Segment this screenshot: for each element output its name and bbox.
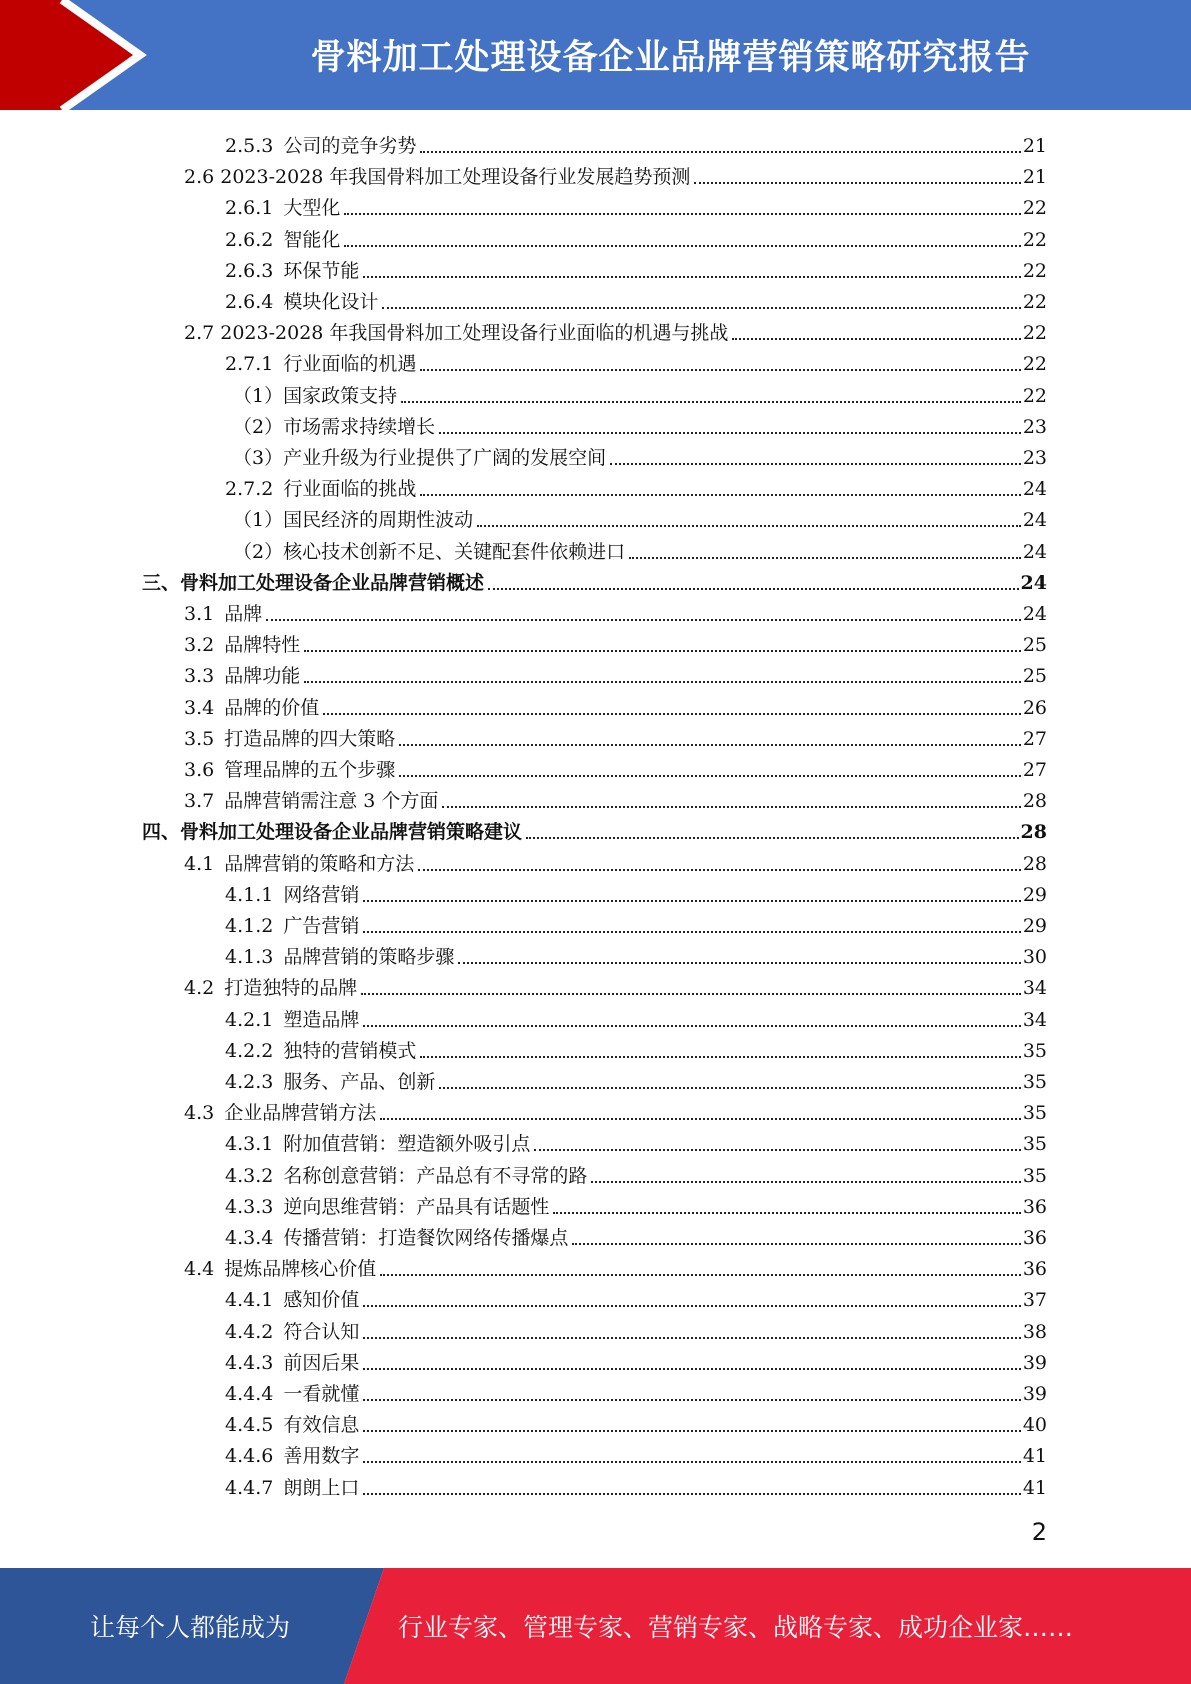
toc-entry-number: 4.1 bbox=[184, 852, 215, 875]
toc-entry-page: 37 bbox=[1022, 1289, 1047, 1312]
toc-entry[interactable] bbox=[225, 252, 1047, 283]
toc-entry-number: 4.2.3 bbox=[225, 1071, 274, 1093]
toc-entry-page: 35 bbox=[1022, 1071, 1047, 1093]
toc-entry[interactable] bbox=[184, 314, 1047, 345]
toc-entry-title: 品牌 bbox=[224, 603, 263, 625]
toc-dot-leader bbox=[420, 494, 1020, 496]
toc-entry[interactable] bbox=[184, 845, 1047, 876]
toc-dot-leader bbox=[420, 369, 1020, 371]
toc-dot-leader bbox=[610, 463, 1021, 465]
toc-entry-number: 4.4.7 bbox=[225, 1476, 274, 1499]
toc-entry-page: 26 bbox=[1022, 696, 1047, 719]
toc-entry-number: 4.3.1 bbox=[225, 1133, 274, 1156]
toc-entry-page: 22 bbox=[1022, 322, 1047, 345]
toc-entry-number: 2.7.1 bbox=[225, 353, 274, 376]
toc-entry-number: 4.3.3 bbox=[225, 1195, 274, 1218]
toc-entry[interactable] bbox=[184, 720, 1047, 751]
toc-entry[interactable] bbox=[233, 533, 1047, 564]
toc-entry-title: 朗朗上口 bbox=[283, 1476, 360, 1499]
toc-entry[interactable] bbox=[184, 751, 1047, 782]
toc-dot-leader bbox=[439, 1087, 1020, 1089]
toc-entry-title: 一看就懂 bbox=[283, 1383, 360, 1405]
toc-dot-leader bbox=[477, 525, 1021, 527]
toc-entry-page: 28 bbox=[1022, 852, 1047, 875]
toc-entry-title: （3）产业升级为行业提供了广阔的发展空间 bbox=[233, 447, 607, 469]
toc-entry[interactable] bbox=[225, 938, 1047, 969]
toc-dot-leader bbox=[323, 713, 1021, 715]
toc-dot-leader bbox=[420, 1056, 1020, 1058]
toc-entry-number: 3.6 bbox=[184, 759, 215, 781]
toc-entry-title: 逆向思维营销：产品具有话题性 bbox=[283, 1195, 550, 1218]
toc-entry-number: 2.6.3 bbox=[225, 259, 274, 282]
toc-entry[interactable] bbox=[225, 1437, 1047, 1468]
toc-entry[interactable] bbox=[225, 1375, 1047, 1406]
toc-entry[interactable] bbox=[225, 876, 1047, 907]
toc-entry[interactable] bbox=[142, 813, 1047, 844]
toc-entry-title: 管理品牌的五个步骤 bbox=[224, 759, 396, 781]
toc-entry[interactable] bbox=[184, 626, 1047, 657]
toc-entry-number: 2.7.2 bbox=[225, 478, 274, 501]
toc-entry-page: 36 bbox=[1022, 1258, 1047, 1281]
toc-entry-title: 打造品牌的四大策略 bbox=[224, 727, 396, 750]
toc-entry-title: 品牌功能 bbox=[224, 665, 301, 688]
toc-entry-page: 25 bbox=[1022, 634, 1047, 657]
toc-entry[interactable] bbox=[225, 907, 1047, 938]
toc-entry-page: 22 bbox=[1022, 197, 1047, 220]
toc-entry-page: 23 bbox=[1022, 415, 1047, 438]
toc-entry[interactable] bbox=[184, 689, 1047, 720]
footer-slogan-right: 行业专家、管理专家、营销专家、战略专家、成功企业家…… bbox=[398, 1613, 1074, 1642]
toc-entry-number: 4.4.2 bbox=[225, 1320, 274, 1343]
toc-dot-leader bbox=[344, 245, 1020, 247]
toc-entry-title: 提炼品牌核心价值 bbox=[224, 1258, 377, 1281]
toc-entry-title: 模块化设计 bbox=[283, 291, 379, 313]
toc-entry-number: 4.1.2 bbox=[225, 915, 274, 937]
toc-entry-title: 品牌营销的策略和方法 bbox=[224, 852, 415, 875]
toc-entry-title: 品牌的价值 bbox=[224, 696, 320, 719]
toc-entry-page: 22 bbox=[1022, 259, 1047, 282]
toc-entry-title: （2）市场需求持续增长 bbox=[233, 415, 436, 438]
toc-dot-leader bbox=[553, 1212, 1020, 1214]
toc-entry-page: 21 bbox=[1022, 135, 1047, 157]
toc-entry-title: 三、骨料加工处理设备企业品牌营销概述 bbox=[142, 571, 485, 594]
toc-entry-page: 22 bbox=[1022, 384, 1047, 407]
toc-entry-title: 智能化 bbox=[283, 228, 341, 251]
toc-entry[interactable] bbox=[233, 501, 1047, 532]
toc-entry[interactable] bbox=[225, 1157, 1047, 1188]
toc-entry[interactable] bbox=[225, 1281, 1047, 1312]
toc-entry-title: 善用数字 bbox=[283, 1445, 360, 1468]
toc-entry-title: 服务、产品、创新 bbox=[283, 1071, 436, 1093]
toc-entry-number: 3.1 bbox=[184, 603, 215, 625]
toc-entry-page: 35 bbox=[1022, 1102, 1047, 1125]
toc-dot-leader bbox=[363, 1025, 1020, 1027]
toc-entry-page: 24 bbox=[1022, 478, 1047, 501]
toc-entry-page: 41 bbox=[1022, 1445, 1047, 1468]
toc-dot-leader bbox=[442, 806, 1020, 808]
page-number: 2 bbox=[1031, 1518, 1047, 1546]
toc-entry-page: 27 bbox=[1022, 759, 1047, 781]
toc-entry-number: 2.5.3 bbox=[225, 135, 274, 157]
toc-entry-page: 35 bbox=[1022, 1164, 1047, 1187]
toc-entry[interactable] bbox=[225, 283, 1047, 314]
footer-slogan-left: 让每个人都能成为 bbox=[89, 1613, 290, 1642]
toc-entry-number: 4.4.6 bbox=[225, 1445, 274, 1468]
toc-entry[interactable] bbox=[225, 221, 1047, 252]
toc-entry-title: 行业面临的机遇 bbox=[283, 353, 417, 376]
toc-dot-leader bbox=[363, 1368, 1020, 1370]
toc-dot-leader bbox=[382, 307, 1020, 309]
toc-dot-leader bbox=[732, 338, 1020, 340]
toc-entry-title: 公司的竞争劣势 bbox=[283, 135, 417, 157]
toc-entry-page: 34 bbox=[1022, 1008, 1047, 1031]
toc-entry-page: 35 bbox=[1022, 1133, 1047, 1156]
toc-entry-number: 2.6.1 bbox=[225, 197, 274, 220]
toc-entry-page: 24 bbox=[1020, 571, 1047, 594]
toc-entry-title: 行业面临的挑战 bbox=[283, 478, 417, 501]
toc-dot-leader bbox=[266, 619, 1021, 621]
toc-entry-number: 4.3.2 bbox=[225, 1164, 274, 1187]
toc-dot-leader bbox=[526, 837, 1019, 839]
toc-dot-leader bbox=[401, 401, 1021, 403]
toc-entry-title: 2.6 2023-2028 年我国骨料加工处理设备行业发展趋势预测 bbox=[184, 166, 691, 189]
toc-entry[interactable] bbox=[225, 189, 1047, 220]
toc-entry-number: 4.4.1 bbox=[225, 1289, 274, 1312]
toc-entry-page: 38 bbox=[1022, 1320, 1047, 1343]
toc-entry-number: 4.4.4 bbox=[225, 1383, 274, 1405]
page-footer bbox=[0, 1568, 1191, 1684]
toc-entry-page: 24 bbox=[1022, 509, 1047, 532]
toc-entry[interactable] bbox=[225, 1406, 1047, 1437]
toc-entry[interactable] bbox=[233, 439, 1047, 470]
toc-dot-leader bbox=[399, 775, 1021, 777]
toc-entry-page: 34 bbox=[1022, 977, 1047, 1000]
toc-entry-number: 3.7 bbox=[184, 790, 215, 813]
toc-entry-number: 3.5 bbox=[184, 727, 215, 750]
toc-entry-page: 41 bbox=[1022, 1476, 1047, 1499]
toc-entry-page: 39 bbox=[1022, 1383, 1047, 1405]
toc-entry[interactable] bbox=[225, 1032, 1047, 1063]
toc-entry[interactable] bbox=[225, 1125, 1047, 1156]
toc-entry-number: 4.4 bbox=[184, 1258, 215, 1281]
toc-entry-page: 28 bbox=[1020, 821, 1047, 844]
toc-dot-leader bbox=[629, 557, 1021, 559]
toc-entry-page: 25 bbox=[1022, 665, 1047, 688]
toc-dot-leader bbox=[488, 588, 1019, 590]
toc-entry-title: （2）核心技术创新不足、关键配套件依赖进口 bbox=[233, 540, 626, 563]
toc-dot-leader bbox=[363, 1305, 1020, 1307]
toc-entry-title: 四、骨料加工处理设备企业品牌营销策略建议 bbox=[142, 821, 523, 844]
toc-entry-title: 企业品牌营销方法 bbox=[224, 1102, 377, 1125]
toc-entry-number: 4.3.4 bbox=[225, 1227, 274, 1249]
toc-dot-leader bbox=[380, 1274, 1021, 1276]
toc-entry[interactable] bbox=[225, 1188, 1047, 1219]
toc-dot-leader bbox=[399, 744, 1021, 746]
toc-entry-page: 39 bbox=[1022, 1351, 1047, 1374]
toc-entry[interactable] bbox=[225, 1313, 1047, 1344]
toc-entry-number: 3.3 bbox=[184, 665, 215, 688]
toc-entry-title: 品牌营销的策略步骤 bbox=[283, 946, 455, 969]
toc-entry-page: 40 bbox=[1022, 1414, 1047, 1437]
toc-entry[interactable] bbox=[225, 127, 1047, 158]
header-arrow-decoration bbox=[0, 0, 160, 110]
toc-entry-title: 前因后果 bbox=[283, 1351, 360, 1374]
toc-entry-title: 附加值营销：塑造额外吸引点 bbox=[283, 1133, 531, 1156]
toc-dot-leader bbox=[363, 1430, 1020, 1432]
toc-entry-title: 感知价值 bbox=[283, 1289, 360, 1312]
toc-dot-leader bbox=[363, 276, 1020, 278]
toc-entry-title: 符合认知 bbox=[283, 1320, 360, 1343]
toc-entry-title: 大型化 bbox=[283, 197, 341, 220]
toc-entry[interactable] bbox=[225, 1344, 1047, 1375]
toc-entry-page: 22 bbox=[1022, 353, 1047, 376]
toc-entry-title: 品牌营销需注意 3 个方面 bbox=[224, 790, 439, 813]
toc-dot-leader bbox=[439, 432, 1021, 434]
toc-entry-title: （1）国民经济的周期性波动 bbox=[233, 509, 474, 532]
toc-entry-number: 3.4 bbox=[184, 696, 215, 719]
toc-entry-title: 环保节能 bbox=[283, 259, 360, 282]
toc-entry[interactable] bbox=[225, 1063, 1047, 1094]
toc-dot-leader bbox=[344, 213, 1020, 215]
toc-entry-title: 打造独特的品牌 bbox=[224, 977, 358, 1000]
toc-entry[interactable] bbox=[225, 1469, 1047, 1500]
toc-entry[interactable] bbox=[233, 408, 1047, 439]
toc-dot-leader bbox=[420, 151, 1020, 153]
toc-entry[interactable] bbox=[184, 969, 1047, 1000]
toc-dot-leader bbox=[591, 1181, 1020, 1183]
toc-entry-title: 塑造品牌 bbox=[283, 1008, 360, 1031]
toc-entry[interactable] bbox=[225, 1219, 1047, 1250]
report-title: 骨料加工处理设备企业品牌营销策略研究报告 bbox=[310, 38, 1031, 78]
toc-entry[interactable] bbox=[225, 470, 1047, 501]
toc-entry-title: 网络营销 bbox=[283, 883, 360, 906]
toc-entry-page: 21 bbox=[1022, 166, 1047, 189]
toc-entry-number: 4.2.1 bbox=[225, 1008, 274, 1031]
toc-entry-number: 4.3 bbox=[184, 1102, 215, 1125]
toc-dot-leader bbox=[363, 1399, 1020, 1401]
toc-entry[interactable] bbox=[225, 345, 1047, 376]
toc-dot-leader bbox=[363, 931, 1020, 933]
toc-entry-number: 4.4.5 bbox=[225, 1414, 274, 1437]
toc-entry-page: 22 bbox=[1022, 228, 1047, 251]
toc-dot-leader bbox=[572, 1243, 1020, 1245]
toc-entry-page: 29 bbox=[1022, 915, 1047, 937]
toc-entry-number: 4.4.3 bbox=[225, 1351, 274, 1374]
toc-entry-number: 3.2 bbox=[184, 634, 215, 657]
toc-entry[interactable] bbox=[184, 782, 1047, 813]
toc-entry-page: 24 bbox=[1022, 603, 1047, 625]
toc-entry-number: 4.1.1 bbox=[225, 883, 274, 906]
toc-entry-title: 名称创意营销：产品总有不寻常的路 bbox=[283, 1164, 588, 1187]
toc-entry[interactable] bbox=[184, 657, 1047, 688]
toc-entry[interactable] bbox=[142, 564, 1047, 595]
toc-entry-page: 22 bbox=[1022, 291, 1047, 313]
toc-entry[interactable] bbox=[184, 595, 1047, 626]
toc-entry[interactable] bbox=[225, 1001, 1047, 1032]
toc-dot-leader bbox=[363, 900, 1020, 902]
toc-dot-leader bbox=[363, 1493, 1020, 1495]
toc-entry-title: 独特的营销模式 bbox=[283, 1039, 417, 1062]
toc-dot-leader bbox=[380, 1118, 1021, 1120]
toc-dot-leader bbox=[304, 650, 1021, 652]
toc-entry-title: 有效信息 bbox=[283, 1414, 360, 1437]
toc-dot-leader bbox=[361, 993, 1021, 995]
page-header bbox=[0, 0, 1191, 110]
toc-dot-leader bbox=[458, 962, 1020, 964]
toc-entry-title: 品牌特性 bbox=[224, 634, 301, 657]
toc-dot-leader bbox=[694, 182, 1020, 184]
toc-entry-number: 4.2.2 bbox=[225, 1039, 274, 1062]
toc-entry-title: 广告营销 bbox=[283, 915, 360, 937]
toc-entry-page: 30 bbox=[1022, 946, 1047, 969]
toc-dot-leader bbox=[534, 1149, 1020, 1151]
toc-entry-title: （1）国家政策支持 bbox=[233, 384, 398, 407]
toc-entry-page: 27 bbox=[1022, 727, 1047, 750]
toc-entry-number: 4.2 bbox=[184, 977, 215, 1000]
toc-entry-number: 2.6.4 bbox=[225, 291, 274, 313]
toc-entry-title: 传播营销：打造餐饮网络传播爆点 bbox=[283, 1227, 569, 1249]
toc-dot-leader bbox=[363, 1337, 1020, 1339]
toc-dot-leader bbox=[304, 681, 1021, 683]
toc-entry-page: 29 bbox=[1022, 883, 1047, 906]
toc-entry-number: 2.6.2 bbox=[225, 228, 274, 251]
toc-entry-page: 35 bbox=[1022, 1039, 1047, 1062]
toc-dot-leader bbox=[363, 1461, 1020, 1463]
toc-entry-page: 24 bbox=[1022, 540, 1047, 563]
toc-entry[interactable] bbox=[184, 1094, 1047, 1125]
toc-entry-page: 23 bbox=[1022, 447, 1047, 469]
toc-entry-page: 36 bbox=[1022, 1195, 1047, 1218]
toc-entry[interactable] bbox=[184, 1250, 1047, 1281]
toc-dot-leader bbox=[418, 869, 1021, 871]
toc-entry-title: 2.7 2023-2028 年我国骨料加工处理设备行业面临的机遇与挑战 bbox=[184, 322, 729, 345]
toc-entry-number: 4.1.3 bbox=[225, 946, 274, 969]
toc-entry-page: 28 bbox=[1022, 790, 1047, 813]
toc-entry[interactable] bbox=[233, 377, 1047, 408]
toc-entry[interactable] bbox=[184, 158, 1047, 189]
toc-entry-page: 36 bbox=[1022, 1227, 1047, 1249]
